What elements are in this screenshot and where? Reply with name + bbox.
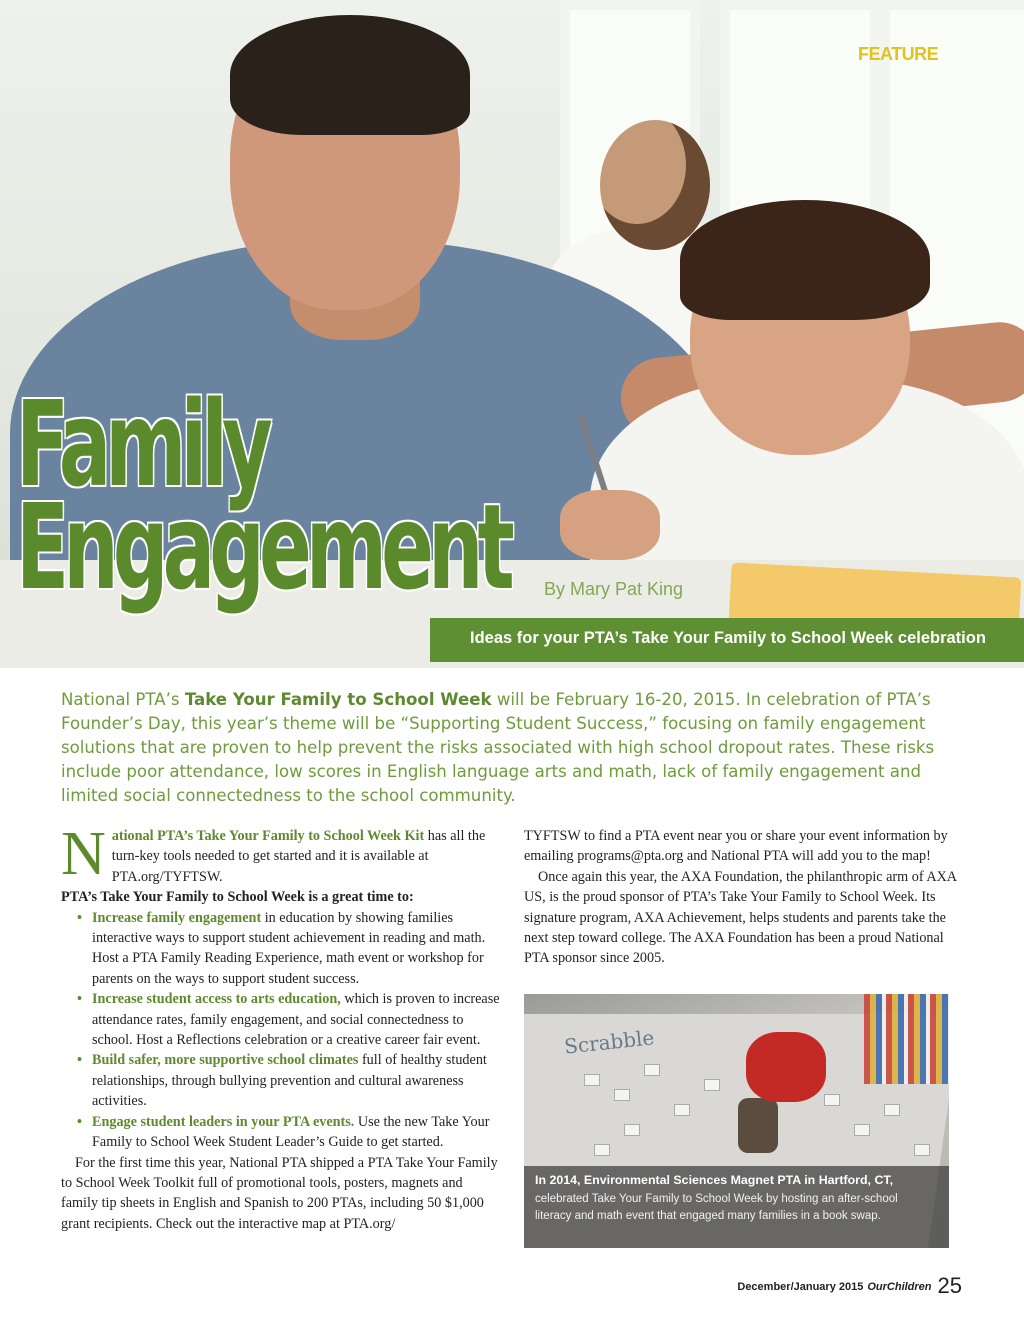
bullet-icon: • [77, 1052, 82, 1069]
great-time-heading: PTA’s Take Your Family to School Week is a great time to: [61, 889, 414, 906]
magazine-name: OurChildren [867, 1281, 932, 1293]
bullet-icon: • [77, 991, 82, 1008]
axa-paragraph: Once again this year, the AXA Foundation, the philanthropic arm of AXA US, is the proud sponsor of PTA’s Take Your Family to School Week. Its signature program, AXA Achievement, helps students and parents take the next step toward college. The AXA Foundation has been a proud National PTA sponsor since 2005. [524, 868, 957, 967]
byline: By Mary Pat King [544, 579, 684, 599]
child-legs [738, 1098, 778, 1153]
kit-rest: has all the turn-key tools needed to get started and it is available at PTA.org/TYFTSW. [111, 828, 486, 885]
boy-hand [560, 490, 660, 560]
bullet-highlight: Increase student access to arts education, [92, 991, 341, 1008]
mat-text: Scrabble [562, 1025, 656, 1059]
toolkit-paragraph: For the first time this year, National PTA shipped a PTA Take Your Family to School Week Toolkit full of promotional tools, posters, magnets and family tip sheets in English and Spanish to 200 PTAs, including 50 $1,000 grant recipients. Check out the interactive map at PTA.org/ [61, 1154, 498, 1232]
intro-paragraph [61, 688, 961, 808]
section-label: FEATURE [858, 44, 939, 64]
bullet-icon: • [77, 909, 82, 926]
letter-tile [614, 1089, 630, 1101]
bullet-item [61, 989, 501, 1050]
girl-head [600, 120, 710, 250]
child-figure [746, 1032, 826, 1102]
event-photo [524, 994, 949, 1248]
intro-rest: will be February 16-20, 2015. In celebration of PTA’s Founder’s Day, this year’s theme will be “Supporting Student Success,” focusing on family engagement solutions that are proven to help prevent the risks associated with high school dropout rates. These risks include poor attendance, low scores in English language arts and math, lack of family engagement and limited social connectedness to the school community. [61, 690, 935, 805]
subtitle-bar [430, 618, 1024, 662]
subtitle: Ideas for your PTA’s Take Your Family to School Week celebration [470, 629, 986, 647]
letter-tile [644, 1064, 660, 1076]
kit-link[interactable]: ational PTA’s Take Your Family to School Week Kit [111, 828, 425, 844]
letter-tile [914, 1144, 930, 1156]
column-right [524, 826, 964, 969]
boy-hair [680, 200, 930, 320]
caption-title: In 2014, Environmental Sciences Magnet PTA in Hartford, CT, [535, 1173, 894, 1187]
letter-tile [884, 1104, 900, 1116]
letter-tile [584, 1074, 600, 1086]
bullet-text: which is proven to increase attendance rates, family engagement, and social connectedness to school. Host a Reflections celebration or a creative career fair event. [92, 991, 500, 1049]
letter-tile [854, 1124, 870, 1136]
bullet-text: in education by showing families interactive ways to support student achievement in reading and math. Host a PTA Family Reading Experience, math event or workshop for parents on the ways to support student success. [92, 909, 486, 987]
intro-bold: Take Your Family to School Week [184, 690, 492, 709]
letter-tile [594, 1144, 610, 1156]
letter-tile [704, 1079, 720, 1091]
letter-tile [674, 1104, 690, 1116]
kit-paragraph [61, 820, 501, 888]
bullet-item [61, 1112, 501, 1153]
caption-body: celebrated Take Your Family to School Week by hosting an after-school literacy and math event that engaged many families in a book swap. [535, 1193, 898, 1222]
page-number: 25 [937, 1273, 962, 1298]
column-left [61, 820, 501, 1234]
issue-date: December/January 2015 [737, 1281, 864, 1293]
intro-prefix: National PTA’s [61, 690, 185, 709]
page-footer [737, 1273, 962, 1299]
letter-tile [624, 1124, 640, 1136]
photo-caption [524, 1166, 949, 1248]
title-line-1: Family [16, 375, 267, 513]
bookshelf [864, 994, 949, 1084]
letter-tile [824, 1094, 840, 1106]
bullet-highlight: Build safer, more supportive school climates [92, 1052, 359, 1069]
bullet-text: Use the new Take Your Family to School Week Student Leader’s Guide to get started. [92, 1113, 490, 1151]
bullet-icon: • [77, 1113, 82, 1130]
title-line-2: Engagement [16, 478, 509, 616]
map-paragraph: TYFTSW to find a PTA event near you or share your event information by emailing programs@pta.org and National PTA will add you to the map! [524, 828, 948, 865]
bullet-text: full of healthy student relationships, through bullying prevention and cultural awareness activities. [92, 1052, 487, 1110]
man-hair [230, 15, 470, 135]
bullet-item [61, 1050, 501, 1111]
bullet-item [61, 908, 501, 990]
bullet-highlight: Engage student leaders in your PTA events. [92, 1113, 355, 1130]
bullet-highlight: Increase family engagement [92, 909, 262, 926]
drop-cap: N [61, 820, 106, 888]
